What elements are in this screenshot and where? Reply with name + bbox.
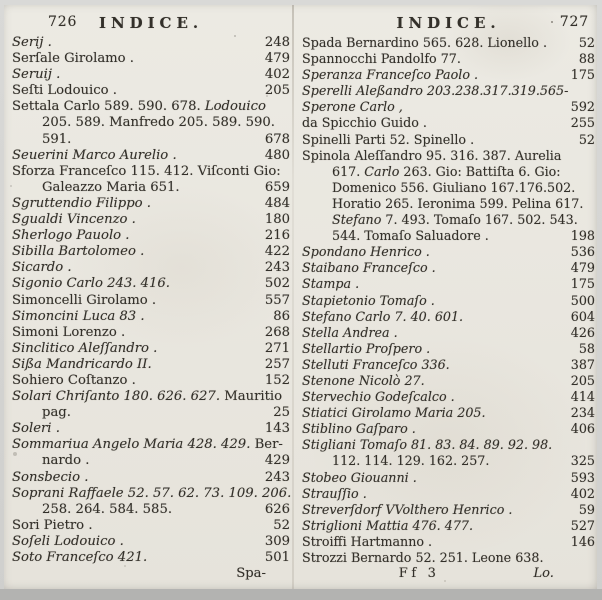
index-entry-line	[302, 534, 595, 550]
index-entry-line	[12, 132, 290, 148]
left-index-entries	[12, 35, 290, 566]
entry-page-number: 501	[264, 550, 290, 565]
index-column-left	[12, 13, 290, 582]
right-column-header	[302, 13, 595, 35]
index-entry-line	[302, 550, 595, 566]
entry-text: Simoni Lorenzo .	[12, 324, 126, 340]
entry-page-number: 25	[273, 405, 290, 421]
index-entry-line	[12, 470, 290, 486]
index-entry-line	[302, 83, 595, 99]
entry-text: Sonsbecio .	[12, 469, 89, 485]
entry-text: Stella Andrea .	[302, 324, 398, 340]
entry-text: da Spicchio Guido .	[302, 115, 427, 131]
entry-text: Seruij .	[12, 67, 61, 83]
entry-text: Spinelli Parti 52. Spinello .	[302, 131, 475, 147]
entry-page-number: 198	[570, 228, 595, 244]
entry-page-number: 429	[264, 453, 290, 469]
entry-page-number: 402	[570, 485, 595, 501]
index-entry-line	[302, 212, 595, 228]
entry-page-number: 175	[570, 276, 595, 292]
entry-page-number: 678	[264, 131, 290, 147]
entry-page-number: 205	[264, 83, 290, 99]
index-entry-line	[12, 196, 290, 212]
entry-page-number: 243	[264, 260, 290, 276]
entry-page-number: 59	[578, 501, 595, 517]
index-entry-line	[302, 51, 595, 67]
paper	[4, 5, 597, 589]
entry-page-number: 216	[264, 228, 290, 244]
entry-page-number: 52	[273, 517, 290, 533]
index-entry-line	[12, 276, 290, 292]
entry-page-number: 255	[570, 115, 595, 131]
index-entry-line	[12, 405, 290, 421]
entry-page-number: 604	[570, 308, 595, 324]
entry-text: Sforza Franceſco 115. 412. Viſconti Gio:	[12, 163, 281, 179]
entry-text: Seſti Lodouico .	[12, 83, 117, 99]
index-entry-line	[302, 486, 595, 502]
index-entry-line	[302, 341, 595, 357]
right-footer-row	[302, 566, 595, 583]
entry-text: Soprani Raffaele 52. 57. 62. 73. 109. 206.	[12, 485, 292, 501]
entry-page-number: 325	[570, 453, 595, 469]
index-entry-line	[12, 453, 290, 469]
entry-text: Soto Franceſco 421.	[12, 550, 148, 565]
entry-text: 205. 589. Manfredo 205. 589. 590.	[42, 115, 276, 131]
index-entry-line	[12, 293, 290, 309]
entry-page-number: 422	[264, 244, 290, 260]
entry-page-number: 414	[570, 389, 595, 405]
entry-text: Staibano Franceſco .	[302, 260, 436, 276]
entry-text: Sperone Carlo ,	[302, 99, 403, 115]
entry-text: nardo .	[42, 453, 90, 469]
index-entry-line	[12, 518, 290, 534]
entry-page-number: 52	[578, 131, 595, 147]
index-entry-line	[12, 437, 290, 453]
entry-page-number: 243	[264, 469, 290, 485]
index-title-left: INDICE.	[99, 14, 203, 32]
entry-page-number: 175	[570, 67, 595, 83]
entry-text: 617. Carlo 263. Gio: Battiſta 6. Gio:	[332, 163, 561, 179]
entry-text: 112. 114. 129. 162. 257.	[332, 453, 490, 469]
folio-number-right: 727	[559, 14, 589, 30]
index-entry-line	[302, 260, 595, 276]
entry-page-number: 88	[578, 51, 595, 67]
index-entry-line	[12, 357, 290, 373]
index-entry-line	[302, 421, 595, 437]
index-entry-line	[12, 260, 290, 276]
index-entry-line	[302, 196, 595, 212]
entry-page-number: 52	[578, 35, 595, 50]
entry-page-number: 309	[264, 533, 290, 549]
entry-page-number: 484	[264, 195, 290, 211]
index-entry-line	[302, 405, 595, 421]
gathering-signature: Ff 3	[398, 566, 440, 582]
index-entry-line	[12, 534, 290, 550]
index-entry-line	[302, 180, 595, 196]
entry-text: Streverſdorf VVolthero Henrico .	[302, 501, 513, 517]
entry-text: Sinclitico Aleſſandro .	[12, 340, 158, 356]
index-entry-line	[302, 99, 595, 115]
entry-text: Soleri .	[12, 421, 60, 437]
entry-text: Sißa Mandricardo II.	[12, 356, 152, 372]
entry-text: Sperelli Aleßandro 203.238.317.319.565-	[302, 83, 569, 99]
index-entry-line	[302, 453, 595, 469]
entry-text: Sori Pietro .	[12, 517, 93, 533]
index-entry-line	[302, 164, 595, 180]
entry-page-number: 58	[578, 340, 595, 356]
index-entry-line	[302, 244, 595, 260]
entry-text: 544. Tomaſo Saluadore .	[332, 228, 489, 244]
entry-text: Spannocchi Pandolfo 77.	[302, 51, 461, 67]
catchword: Lo.	[533, 566, 554, 582]
index-entry-line	[12, 164, 290, 180]
entry-page-number: 659	[264, 179, 290, 195]
entry-text: Speranza Franceſco Paolo .	[302, 67, 479, 83]
index-entry-line	[302, 35, 595, 51]
index-entry-line	[302, 518, 595, 534]
index-entry-line	[12, 244, 290, 260]
index-entry-line	[302, 115, 595, 131]
paper-specks	[4, 5, 6, 7]
index-entry-line	[12, 35, 290, 51]
entry-page-number: 387	[570, 356, 595, 372]
entry-page-number: 152	[264, 372, 290, 388]
entry-text: Seuerini Marco Aurelio .	[12, 147, 177, 163]
entry-text: Sgruttendio Filippo .	[12, 195, 151, 211]
entry-text: Stervechio Godeſcalco .	[302, 389, 455, 405]
index-entry-line	[12, 325, 290, 341]
index-entry-line	[12, 180, 290, 196]
index-entry-line	[302, 309, 595, 325]
entry-text: Spada Bernardino 565. 628. Lionello .	[302, 35, 548, 50]
index-entry-line	[12, 99, 290, 115]
folio-number-left: 726	[48, 14, 78, 30]
entry-text: Strozzi Bernardo 52. 251. Leone 638.	[302, 550, 544, 565]
entry-page-number: 479	[264, 51, 290, 67]
entry-text: Stefano 7. 493. Tomaſo 167. 502. 543.	[332, 212, 578, 228]
entry-text: Strauſſio .	[302, 485, 367, 501]
entry-page-number: 536	[570, 244, 595, 260]
entry-page-number: 593	[570, 469, 595, 485]
entry-text: Spinola Aleſſandro 95. 316. 387. Aurelia	[302, 147, 562, 163]
entry-text: Sicardo .	[12, 260, 72, 276]
entry-page-number: 268	[264, 324, 290, 340]
index-title-right: INDICE.	[396, 14, 501, 32]
index-entry-line	[302, 148, 595, 164]
index-entry-line	[12, 228, 290, 244]
entry-text: Stapietonio Tomaſo .	[302, 292, 435, 308]
index-entry-line	[12, 502, 290, 518]
index-entry-line	[12, 212, 290, 228]
entry-text: Stigliani Tomaſo 81. 83. 84. 89. 92. 98.	[302, 437, 553, 453]
entry-text: Stelluti Franceſco 336.	[302, 356, 450, 372]
entry-page-number: 271	[264, 340, 290, 356]
index-entry-line	[302, 276, 595, 292]
entry-text: Domenico 556. Giuliano 167.176.502.	[332, 179, 576, 195]
entry-page-number: 527	[570, 517, 595, 533]
entry-text: Striglioni Mattia 476. 477.	[302, 517, 473, 533]
entry-page-number: 146	[570, 533, 595, 549]
entry-text: Simoncini Luca 83 .	[12, 308, 145, 324]
entry-text: Horatio 265. Ieronima 599. Pelina 617.	[332, 195, 584, 211]
entry-page-number: 479	[570, 260, 595, 276]
catchword: Spa-	[236, 566, 266, 582]
entry-page-number: 402	[264, 67, 290, 83]
entry-text: Sgualdi Vincenzo .	[12, 212, 136, 228]
entry-text: Stiatici Girolamo Maria 205.	[302, 405, 486, 421]
entry-page-number: 406	[570, 421, 595, 437]
entry-text: Sibilla Bartolomeo .	[12, 244, 145, 260]
index-column-right	[302, 13, 595, 583]
index-entry-line	[302, 67, 595, 83]
entry-page-number: 205	[570, 372, 595, 388]
entry-page-number: 557	[264, 292, 290, 308]
right-index-entries	[302, 35, 595, 566]
entry-page-number: 143	[264, 421, 290, 437]
entry-page-number: 426	[570, 324, 595, 340]
index-entry-line	[302, 470, 595, 486]
index-entry-line	[302, 293, 595, 309]
index-entry-line	[302, 132, 595, 148]
entry-text: Serſale Girolamo .	[12, 51, 135, 67]
entry-page-number: 180	[264, 212, 290, 228]
index-entry-line	[302, 357, 595, 373]
entry-text: Soſeli Lodouico .	[12, 533, 124, 549]
index-entry-line	[302, 437, 595, 453]
entry-text: 591.	[42, 131, 72, 147]
index-entry-line	[12, 67, 290, 83]
index-entry-line	[12, 51, 290, 67]
scan-bottom-edge	[0, 589, 602, 600]
column-divider-rule	[292, 5, 294, 589]
entry-page-number: 248	[264, 35, 290, 50]
index-entry-line	[12, 83, 290, 99]
entry-text: Solari Chriſanto 180. 626. 627. Mauritio	[12, 389, 283, 405]
entry-text: Stefano Carlo 7. 40. 601.	[302, 308, 464, 324]
entry-page-number: 500	[570, 292, 595, 308]
entry-page-number: 86	[273, 308, 290, 324]
entry-text: Stampa .	[302, 276, 360, 292]
entry-text: Stroiffi Hartmanno .	[302, 533, 433, 549]
entry-page-number: 502	[264, 276, 290, 292]
index-entry-line	[12, 373, 290, 389]
entry-text: Stobeo Giouanni .	[302, 469, 417, 485]
entry-text: pag.	[42, 405, 71, 421]
entry-text: Serij .	[12, 35, 52, 50]
entry-text: Settala Carlo 589. 590. 678. Lodouico	[12, 99, 266, 115]
index-entry-line	[12, 550, 290, 566]
entry-text: Spondano Henrico .	[302, 244, 430, 260]
index-entry-line	[302, 502, 595, 518]
left-column-header	[12, 13, 290, 35]
entry-page-number: 626	[264, 501, 290, 517]
entry-text: Stellartio Proſpero .	[302, 340, 431, 356]
entry-text: Sigonio Carlo 243. 416.	[12, 276, 170, 292]
index-entry-line	[12, 389, 290, 405]
index-entry-line	[302, 325, 595, 341]
index-entry-line	[12, 115, 290, 131]
entry-text: Stiblino Gaſparo .	[302, 421, 416, 437]
entry-text: Sohiero Coſtanzo .	[12, 372, 136, 388]
entry-page-number: 480	[264, 147, 290, 163]
index-entry-line	[302, 228, 595, 244]
left-catchword-row	[12, 566, 290, 582]
entry-page-number: 257	[264, 356, 290, 372]
index-entry-line	[12, 341, 290, 357]
index-entry-line	[12, 486, 290, 502]
entry-text: Sherlogo Pauolo .	[12, 228, 130, 244]
entry-page-number: 234	[570, 405, 595, 421]
entry-page-number: 592	[570, 99, 595, 115]
entry-text: Sommariua Angelo Maria 428. 429. Ber-	[12, 437, 283, 453]
index-entry-line	[12, 309, 290, 325]
entry-text: Simoncelli Girolamo .	[12, 292, 157, 308]
index-entry-line	[302, 389, 595, 405]
entry-text: Galeazzo Maria 651.	[42, 179, 180, 195]
index-entry-line	[12, 421, 290, 437]
index-entry-line	[12, 148, 290, 164]
entry-text: 258. 264. 584. 585.	[42, 501, 173, 517]
index-entry-line	[302, 373, 595, 389]
entry-text: Stenone Nicolò 27.	[302, 372, 425, 388]
